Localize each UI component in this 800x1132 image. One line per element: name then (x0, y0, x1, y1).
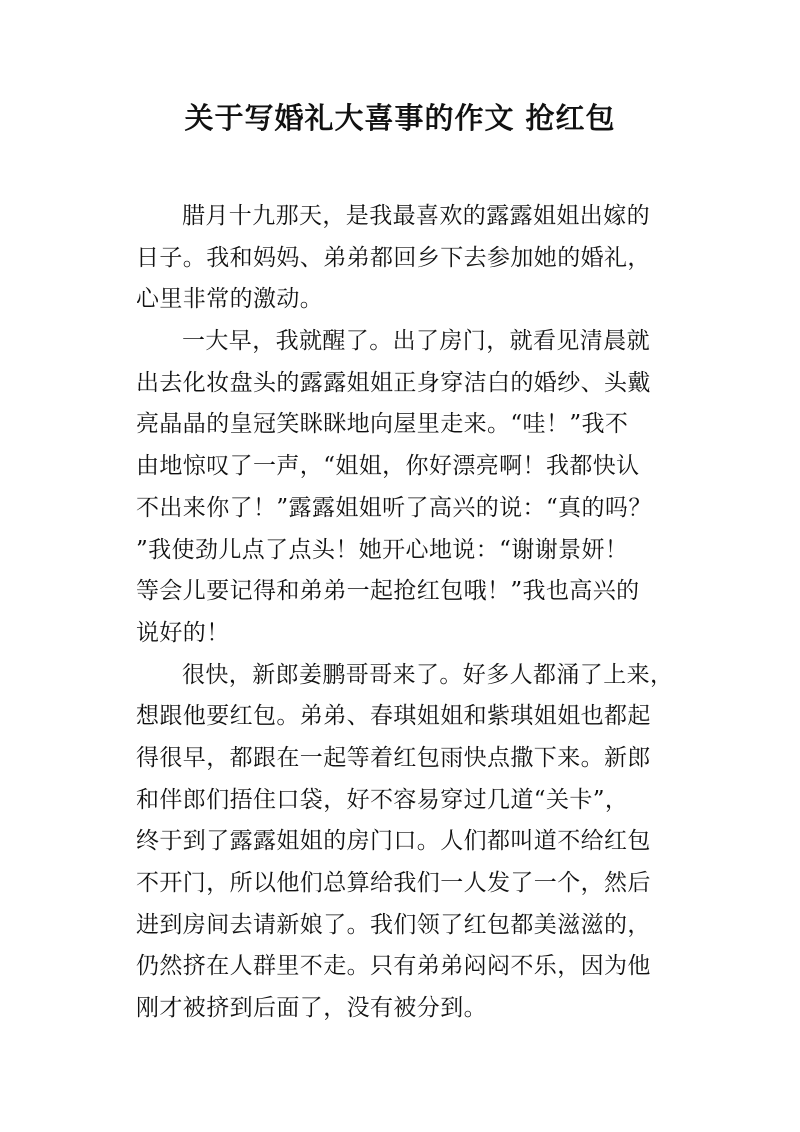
text-line: 仍然挤在人群里不走。只有弟弟闷闷不乐，因为他 (136, 953, 651, 980)
text-line: 很快，新郎姜鹏哥哥来了。好多人都涌了上来， (182, 661, 674, 688)
text-line: 心里非常的激动。 (136, 286, 324, 313)
text-line: 进到房间去请新娘了。我们领了红包都美滋滋的， (136, 911, 651, 938)
text-line: 得很早，都跟在一起等着红包雨快点撒下来。新郎 (136, 744, 651, 771)
text-line: 亮晶晶的皇冠笑眯眯地向屋里走来。“哇！”我不 (136, 411, 629, 438)
document-title: 关于写婚礼大喜事的作文 抢红包 (184, 101, 616, 135)
text-line: 日子。我和妈妈、弟弟都回乡下去参加她的婚礼， (136, 244, 651, 271)
text-line: 和伴郎们捂住口袋，好不容易穿过几道“关卡”， (136, 786, 629, 813)
text-line: 说好的！ (136, 619, 230, 646)
text-line: 等会儿要记得和弟弟一起抢红包哦！”我也高兴的 (136, 578, 640, 605)
text-line: 腊月十九那天，是我最喜欢的露露姐姐出嫁的 (182, 203, 650, 229)
text-line: 一大早，我就醒了。出了房门，就看见清晨就 (182, 328, 650, 355)
text-line: 出去化妆盘头的露露姐姐正身穿洁白的婚纱、头戴 (136, 369, 651, 396)
text-line: 由地惊叹了一声，“姐姐，你好漂亮啊！我都快认 (136, 453, 640, 480)
text-line: 不开门，所以他们总算给我们一人发了一个，然后 (136, 870, 651, 896)
text-line: 不出来你了！”露露姐姐听了高兴的说：“真的吗？ (136, 494, 652, 521)
text-line: 终于到了露露姐姐的房门口。人们都叫道不给红包 (136, 828, 651, 855)
text-line: ”我使劲儿点了点头！她开心地说：“谢谢景妍！ (136, 536, 629, 563)
text-line: 刚才被挤到后面了，没有被分到。 (136, 995, 487, 1022)
essay-body (136, 196, 674, 1030)
text-line: 想跟他要红包。弟弟、春琪姐姐和紫琪姐姐也都起 (136, 703, 651, 730)
